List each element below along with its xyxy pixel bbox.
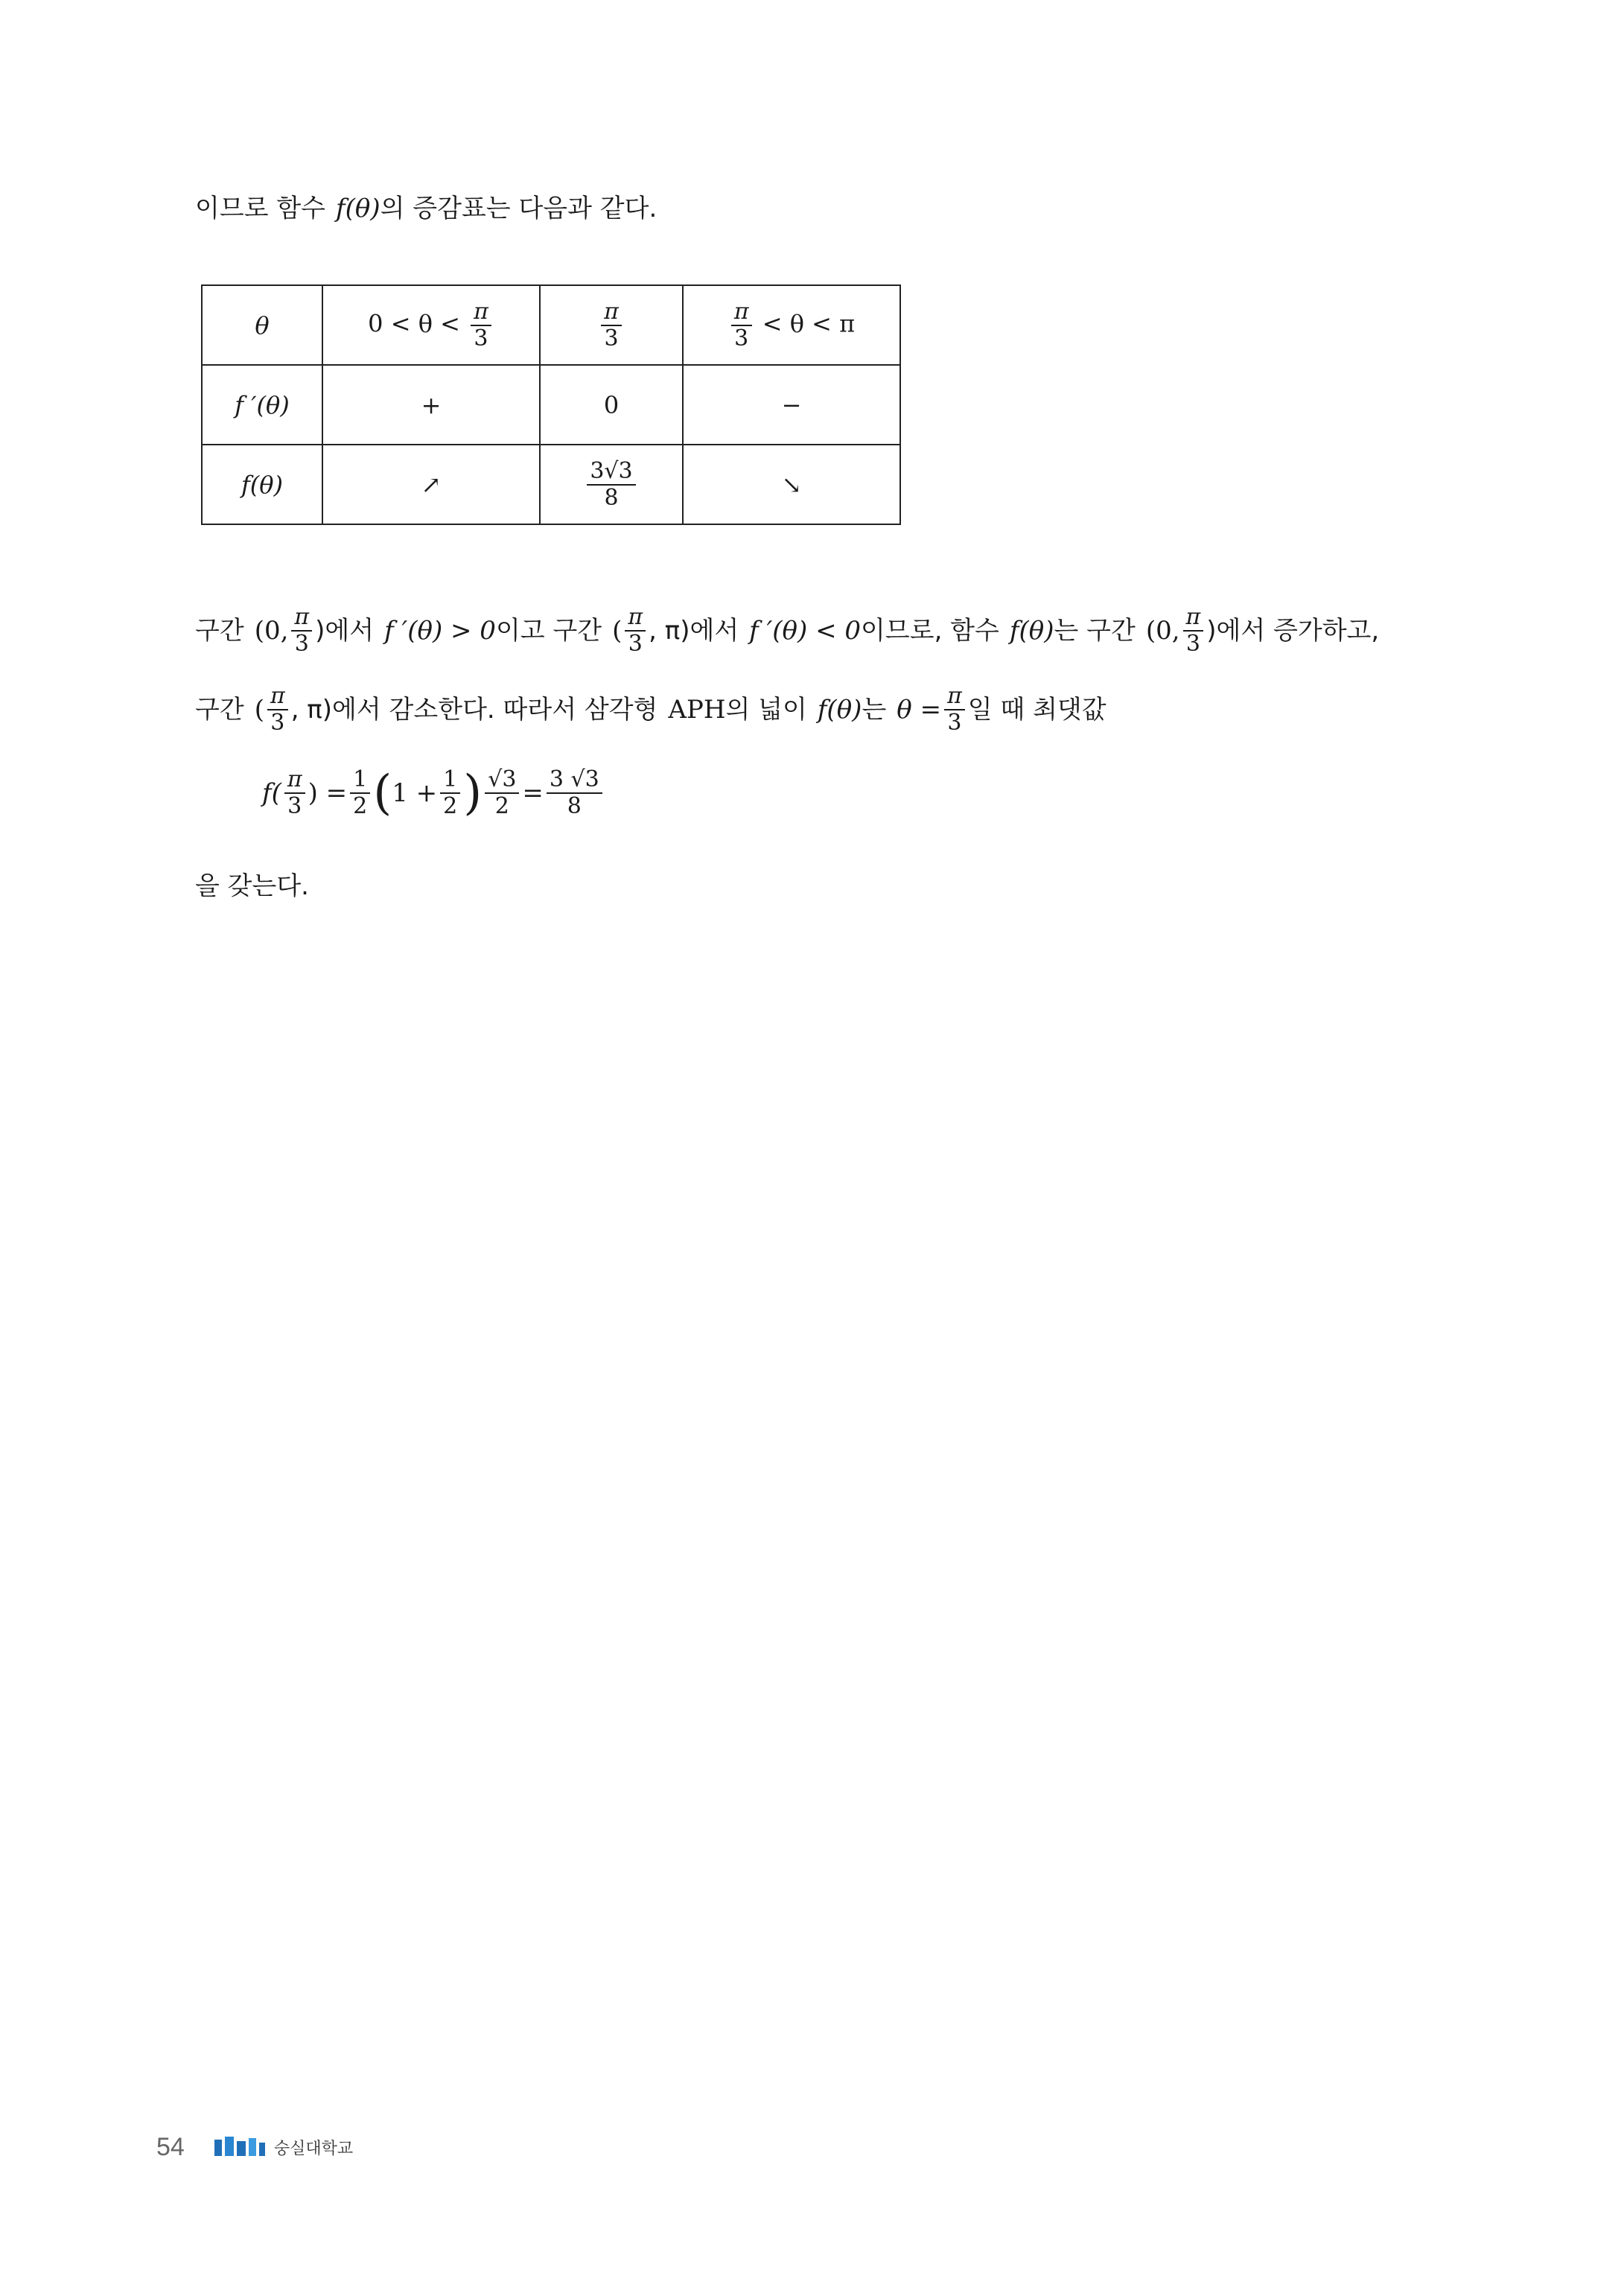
- intro-func: f(θ): [336, 194, 380, 223]
- table-cell-label: f ′(θ): [202, 365, 322, 445]
- table-cell-interval-2: $\frac{\pi}{3}$ < θ < π: [683, 285, 900, 365]
- intro-text: 이므로 함수: [195, 194, 326, 223]
- table-cell-interval-1: 0 < θ < $\frac{\pi}{3}$: [322, 285, 540, 365]
- intro-line: [195, 186, 657, 231]
- decreasing-arrow-icon: ↘: [683, 445, 900, 524]
- table-row-header: [202, 285, 900, 365]
- table-cell-critical: $\frac{\pi}{3}$: [540, 285, 683, 365]
- table-cell-max-value: $\frac{3√3}{8}$: [540, 445, 683, 524]
- university-name: 숭실대학교: [273, 2140, 354, 2158]
- increasing-arrow-icon: ↗: [322, 445, 540, 524]
- table-cell-var: θ: [202, 285, 322, 365]
- university-logo-icon: [214, 2137, 267, 2159]
- table-cell: 0: [540, 365, 683, 445]
- table-cell-label: f(θ): [202, 445, 322, 524]
- table-cell: +: [322, 365, 540, 445]
- paragraph-line-2: 구간 ( $\frac{\pi}{3}$ , π)에서 감소한다. 따라서 삼각형 APH 의 넓이 f(θ) 는 θ = $\frac{\pi}{3}$ 일 때 최댓값: [195, 683, 1106, 736]
- variation-table: [201, 284, 901, 525]
- table-row-function: [202, 445, 900, 524]
- intro-text-after: 의 증감표는 다음과 같다.: [380, 194, 657, 223]
- closing-line: 을 갖는다.: [195, 871, 309, 901]
- page-number: 54: [156, 2133, 185, 2161]
- table-cell: −: [683, 365, 900, 445]
- max-value-equation: f( $\frac{\pi}{3}$ ) = $\frac{1}{2}$ ( 1 + $\frac{1}{2}$ ) $\frac{√3}{2}$ = $\frac{3 √3}{8}$: [262, 760, 605, 827]
- page-footer: [156, 2133, 353, 2162]
- table-row-derivative: [202, 365, 900, 445]
- paragraph-line-1: 구간 (0, $\frac{\pi}{3}$ )에서 f ′(θ) > 0 이고 구간 ( $\frac{\pi}{3}$ , π)에서 f ′(θ) < 0 이므로, 함수 f(θ) 는 구간 (0, $\frac{\pi}{3}$ )에서 증가하고,: [195, 604, 1380, 657]
